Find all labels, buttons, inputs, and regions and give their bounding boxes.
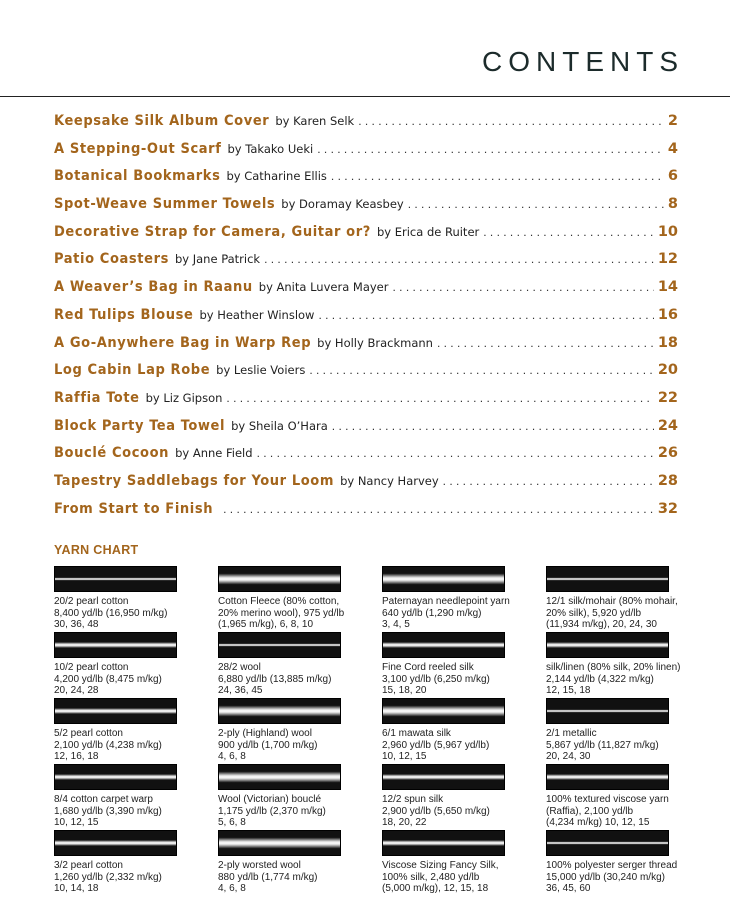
yarn-description: 3/2 pearl cotton 1,260 yd/lb (2,332 m/kg) 10, 14, 18 (54, 860, 162, 894)
yarn-chart-item (382, 566, 542, 631)
yarn-chart-item (546, 566, 706, 631)
toc-entry-title: Keepsake Silk Album Cover (54, 113, 270, 129)
toc-leader-dots (437, 336, 654, 350)
yarn-chart-item (546, 632, 706, 697)
toc-entry[interactable] (54, 113, 678, 141)
toc-entry-title: Spot-Weave Summer Towels (54, 196, 276, 213)
toc-leader-dots (257, 446, 654, 460)
toc-entry-page-number: 12 (657, 251, 678, 268)
toc-entry-page-number: 10 (657, 223, 678, 240)
yarn-swatch-image (382, 632, 505, 658)
header-divider (0, 96, 730, 97)
yarn-strand (55, 840, 176, 846)
yarn-description: 100% textured viscose yarn (Raffia), 2,100 yd/lb (4,234 m/kg) 10, 12, 15 (546, 794, 669, 828)
yarn-description: 6/1 mawata silk 2,960 yd/lb (5,967 yd/lb) 10, 12, 15 (382, 728, 490, 762)
yarn-strand (383, 706, 504, 717)
toc-entry-title: Block Party Tea Towel (54, 417, 226, 434)
yarn-description: 2-ply worsted wool 880 yd/lb (1,774 m/kg) 4, 6, 8 (218, 860, 318, 894)
toc-entry-author: by Karen Selk (275, 114, 355, 128)
toc-entry[interactable] (54, 307, 678, 335)
toc-entry-page-number: 16 (657, 306, 678, 323)
toc-entry-author: by Heather Winslow (199, 307, 315, 322)
yarn-strand (547, 710, 668, 713)
yarn-strand (383, 774, 504, 780)
toc-leader-dots (226, 391, 653, 405)
toc-entry-page-number: 24 (657, 417, 678, 434)
yarn-chart-item (218, 698, 378, 763)
yarn-swatch-image (382, 830, 505, 856)
toc-entry[interactable] (54, 335, 678, 363)
toc-entry-author: by Liz Gipson (145, 390, 223, 405)
yarn-strand (219, 772, 340, 783)
toc-entry-title: Red Tulips Blouse (54, 306, 194, 323)
yarn-swatch-image (54, 566, 177, 592)
yarn-swatch-image (382, 764, 505, 790)
yarn-strand (55, 642, 176, 648)
toc-entry-author: by Jane Patrick (174, 252, 261, 267)
toc-entry-title: Botanical Bookmarks (54, 168, 221, 185)
toc-entry-author: by Doramay Keasbey (281, 197, 404, 212)
toc-entry-page-number: 26 (657, 445, 678, 462)
yarn-swatch-image (218, 632, 341, 658)
toc-entry-title: Raffia Tote (54, 389, 140, 406)
yarn-swatch-image (546, 566, 669, 592)
toc-entry[interactable] (54, 141, 678, 169)
yarn-chart-item (218, 566, 378, 631)
yarn-chart-item (54, 566, 214, 631)
toc-entry-title: Tapestry Saddlebags for Your Loom (54, 472, 335, 489)
yarn-swatch-image (218, 830, 341, 856)
toc-entry-title: From Start to Finish (54, 500, 214, 517)
yarn-strand (547, 578, 668, 581)
yarn-strand (55, 774, 176, 780)
toc-entry-title: Bouclé Cocoon (54, 445, 170, 462)
yarn-chart-item (382, 830, 542, 895)
toc-entry-page-number: 8 (667, 196, 678, 213)
toc-entry-title: Decorative Strap for Camera, Guitar or? (54, 223, 371, 240)
yarn-strand (219, 838, 340, 849)
yarn-swatch-image (54, 764, 177, 790)
yarn-swatch-image (382, 698, 505, 724)
toc-entry[interactable] (54, 445, 678, 473)
toc-entry-author: by Anita Luvera Mayer (258, 280, 389, 295)
yarn-strand (547, 642, 668, 648)
yarn-chart-item (54, 764, 214, 829)
toc-entry[interactable] (54, 251, 678, 279)
yarn-strand (383, 840, 504, 846)
yarn-swatch-image (54, 830, 177, 856)
table-of-contents (54, 113, 678, 528)
yarn-description: 28/2 wool 6,880 yd/lb (13,885 m/kg) 24, 36, 45 (218, 662, 332, 696)
toc-leader-dots (408, 197, 664, 211)
yarn-strand (219, 706, 340, 717)
toc-entry-title: A Stepping-Out Scarf (54, 140, 222, 157)
toc-leader-dots (318, 308, 653, 322)
toc-entry[interactable] (54, 279, 678, 307)
toc-leader-dots (223, 502, 654, 516)
toc-entry-page-number: 20 (657, 362, 678, 379)
toc-entry-page-number: 32 (657, 500, 678, 517)
yarn-description: 2/1 metallic 5,867 yd/lb (11,827 m/kg) 20, 24, 30 (546, 728, 659, 762)
yarn-chart-item (218, 830, 378, 895)
toc-entry[interactable] (54, 473, 678, 501)
toc-leader-dots (392, 280, 653, 294)
toc-entry-page-number: 18 (657, 334, 678, 351)
toc-entry-author: by Takako Ueki (227, 141, 314, 156)
yarn-chart-item (54, 830, 214, 895)
yarn-description: 100% polyester serger thread 15,000 yd/lb (30,240 m/kg) 36, 45, 60 (546, 860, 678, 894)
yarn-swatch-image (546, 632, 669, 658)
yarn-chart-item (218, 764, 378, 829)
toc-entry-author: by Erica de Ruiter (376, 224, 480, 239)
yarn-chart-item (382, 698, 542, 763)
toc-entry-page-number: 28 (657, 472, 678, 489)
toc-leader-dots (358, 114, 664, 128)
toc-entry[interactable] (54, 390, 678, 418)
yarn-description: Wool (Victorian) bouclé 1,175 yd/lb (2,370 m/kg) 5, 6, 8 (218, 794, 326, 828)
toc-entry-author: by Nancy Harvey (340, 473, 439, 488)
yarn-chart-item (546, 698, 706, 763)
yarn-description: 12/2 spun silk 2,900 yd/lb (5,650 m/kg) 18, 20, 22 (382, 794, 490, 828)
yarn-strand (383, 574, 504, 585)
yarn-chart-item (382, 632, 542, 697)
yarn-strand (547, 842, 668, 845)
yarn-strand (55, 578, 176, 581)
yarn-chart-heading: YARN CHART (54, 543, 139, 557)
yarn-swatch-image (54, 632, 177, 658)
toc-entry[interactable] (54, 224, 678, 252)
yarn-description: 10/2 pearl cotton 4,200 yd/lb (8,475 m/kg) 20, 24, 28 (54, 662, 162, 696)
yarn-description: 20/2 pearl cotton 8,400 yd/lb (16,950 m/kg) 30, 36, 48 (54, 596, 168, 630)
toc-entry-title: Patio Coasters (54, 251, 169, 268)
toc-entry-title: A Weaver’s Bag in Raanu (54, 279, 253, 296)
toc-leader-dots (317, 142, 664, 156)
yarn-description: silk/linen (80% silk, 20% linen) 2,144 yd/lb (4,322 m/kg) 12, 15, 18 (546, 662, 681, 696)
toc-leader-dots (443, 474, 654, 488)
toc-leader-dots (309, 363, 654, 377)
toc-entry-page-number: 22 (657, 389, 678, 406)
yarn-description: Cotton Fleece (80% cotton, 20% merino wool), 975 yd/lb (1,965 m/kg), 6, 8, 10 (218, 596, 345, 630)
toc-entry-author: by Sheila O’Hara (231, 418, 328, 433)
yarn-description: 12/1 silk/mohair (80% mohair, 20% silk), 5,920 yd/lb (11,934 m/kg), 20, 24, 30 (546, 596, 678, 630)
yarn-description: Viscose Sizing Fancy Silk, 100% silk, 2,480 yd/lb (5,000 m/kg), 12, 15, 18 (382, 860, 499, 894)
toc-entry[interactable] (54, 362, 678, 390)
yarn-strand (219, 574, 340, 585)
toc-entry-page-number: 4 (667, 140, 678, 157)
toc-entry-author: by Anne Field (175, 446, 253, 461)
yarn-swatch-image (218, 698, 341, 724)
yarn-description: Paternayan needlepoint yarn 640 yd/lb (1,290 m/kg) 3, 4, 5 (382, 596, 510, 630)
yarn-chart-item (546, 830, 706, 895)
toc-entry[interactable] (54, 168, 678, 196)
toc-entry-author: by Leslie Voiers (216, 363, 306, 378)
toc-entry-page-number: 6 (667, 168, 678, 185)
yarn-description: 2-ply (Highland) wool 900 yd/lb (1,700 m/kg) 4, 6, 8 (218, 728, 318, 762)
toc-leader-dots (483, 225, 654, 239)
yarn-swatch-image (546, 830, 669, 856)
yarn-swatch-image (218, 566, 341, 592)
toc-entry-author: by Catharine Ellis (226, 169, 327, 184)
yarn-strand (55, 708, 176, 714)
yarn-swatch-image (54, 698, 177, 724)
toc-entry-title: A Go-Anywhere Bag in Warp Rep (54, 334, 312, 351)
toc-entry-author: by Holly Brackmann (317, 335, 433, 350)
page-title: CONTENTS (482, 46, 684, 77)
toc-entry[interactable] (54, 196, 678, 224)
yarn-strand (219, 644, 340, 647)
yarn-strand (383, 642, 504, 648)
yarn-swatch-image (546, 764, 669, 790)
yarn-chart-item (546, 764, 706, 829)
yarn-description: 5/2 pearl cotton 2,100 yd/lb (4,238 m/kg) 12, 16, 18 (54, 728, 162, 762)
toc-leader-dots (332, 419, 654, 433)
yarn-chart-item (54, 698, 214, 763)
yarn-swatch-image (382, 566, 505, 592)
yarn-description: 8/4 cotton carpet warp 1,680 yd/lb (3,390 m/kg) 10, 12, 15 (54, 794, 162, 828)
yarn-swatch-image (546, 698, 669, 724)
toc-entry-title: Log Cabin Lap Robe (54, 362, 211, 379)
yarn-chart-item (218, 632, 378, 697)
toc-entry[interactable] (54, 418, 678, 446)
toc-entry-page-number: 14 (657, 279, 678, 296)
toc-leader-dots (331, 169, 664, 183)
yarn-chart-item (382, 764, 542, 829)
yarn-strand (547, 774, 668, 780)
yarn-description: Fine Cord reeled silk 3,100 yd/lb (6,250 m/kg) 15, 18, 20 (382, 662, 490, 696)
toc-leader-dots (264, 252, 654, 266)
yarn-swatch-image (218, 764, 341, 790)
yarn-chart-item (54, 632, 214, 697)
toc-entry[interactable] (54, 501, 678, 529)
toc-entry-page-number: 2 (667, 113, 678, 129)
